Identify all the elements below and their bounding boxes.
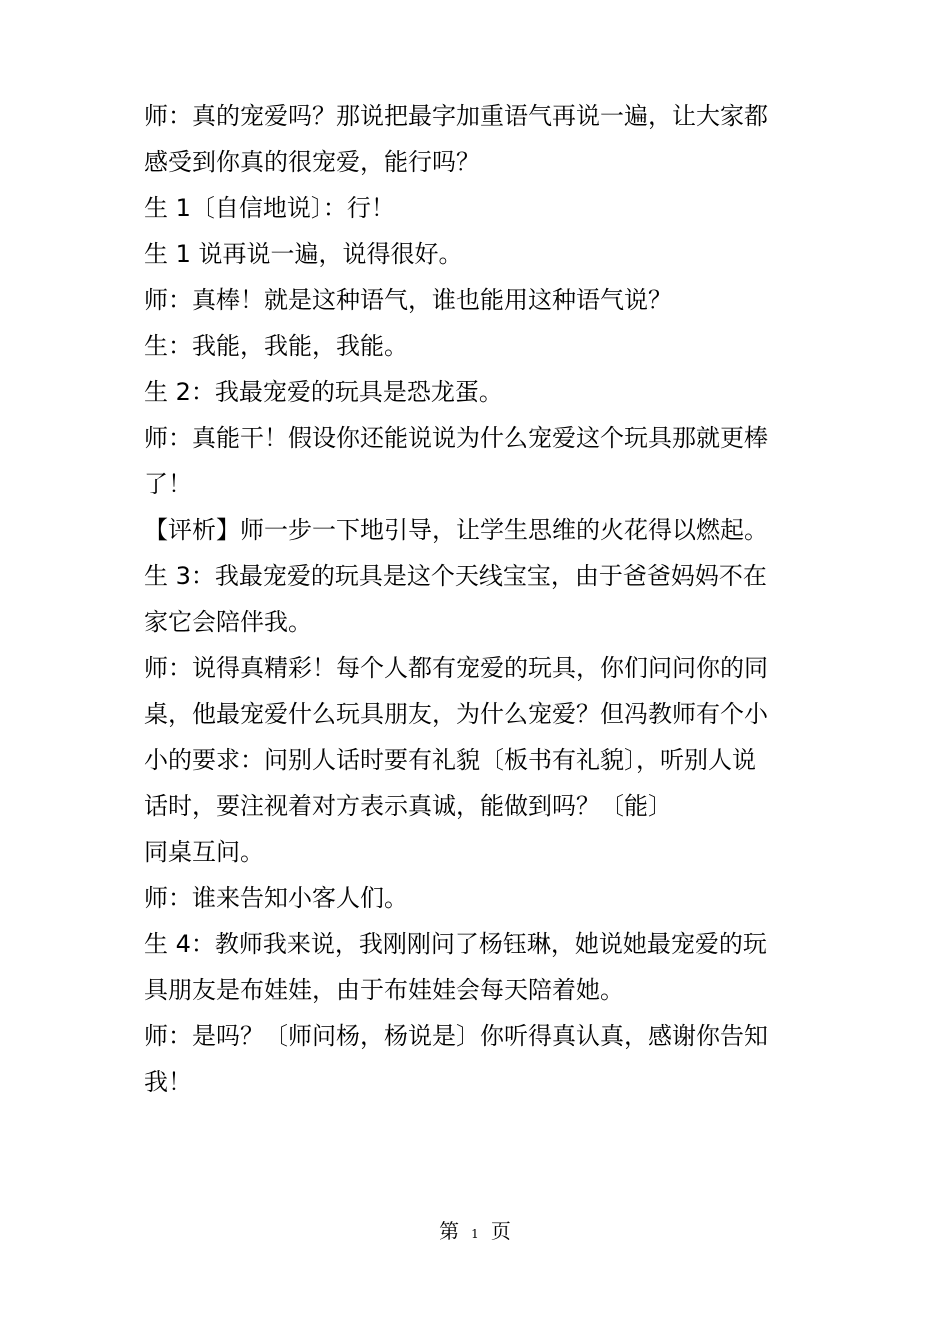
document-body	[144, 93, 824, 1105]
text-line: 生 2：我最宠爱的玩具是恐龙蛋。	[144, 378, 503, 406]
text-line: 生：我能，我能，我能。	[144, 332, 408, 360]
text-line: 生 1 说再说一遍，说得很好。	[144, 240, 463, 268]
page-number: 1	[471, 1227, 479, 1241]
text-line: 感受到你真的很宠爱，能行吗？	[144, 148, 480, 176]
text-line: 师：说得真精彩！每个人都有宠爱的玩具，你们问问你的同	[144, 654, 768, 682]
text-line: 小的要求：问别人话时要有礼貌〔板书有礼貌〕，听别人说	[144, 746, 756, 774]
text-line: 同桌互问。	[144, 838, 264, 866]
text-line: 生 3：我最宠爱的玩具是这个天线宝宝，由于爸爸妈妈不在	[144, 562, 767, 590]
text-line: 具朋友是布娃娃，由于布娃娃会每天陪着她。	[144, 976, 624, 1004]
page-footer	[0, 1216, 950, 1249]
text-line: 师：真能干！假设你还能说说为什么宠爱这个玩具那就更棒	[144, 424, 768, 452]
text-line: 生 4：教师我来说，我刚刚问了杨钰琳，她说她最宠爱的玩	[144, 930, 767, 958]
text-line: 师：谁来告知小客人们。	[144, 884, 408, 912]
text-line: 师：是吗？〔师问杨，杨说是〕你听得真认真，感谢你告知	[144, 1022, 768, 1050]
footer-suffix: 页	[490, 1219, 511, 1243]
text-line: 话时，要注视着对方表示真诚，能做到吗？〔能〕	[144, 792, 672, 820]
text-line: 师：真的宠爱吗？那说把最字加重语气再说一遍，让大家都	[144, 102, 768, 130]
text-line: 【评析】师一步一下地引导，让学生思维的火花得以燃起。	[144, 516, 768, 544]
footer-prefix: 第	[439, 1219, 460, 1243]
text-line: 家它会陪伴我。	[144, 608, 312, 636]
text-line: 了！	[144, 470, 192, 498]
text-line: 我！	[144, 1068, 192, 1096]
text-line: 师：真棒！就是这种语气，谁也能用这种语气说？	[144, 286, 672, 314]
text-line: 桌，他最宠爱什么玩具朋友，为什么宠爱？但冯教师有个小	[144, 700, 768, 728]
text-line: 生 1〔自信地说〕：行！	[144, 194, 395, 222]
